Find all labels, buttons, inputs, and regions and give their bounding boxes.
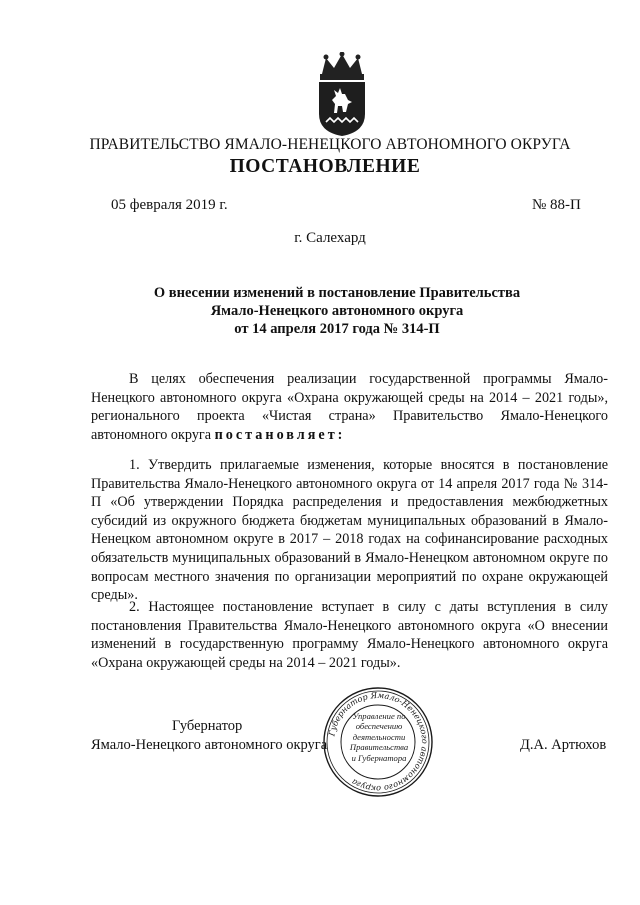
stamp-inner-line-1: Управление по (352, 711, 406, 721)
subject-line-2: Ямало-Ненецкого автономного округа (210, 303, 464, 319)
document-number: № 88-П (532, 197, 581, 213)
coat-of-arms-icon (314, 52, 370, 138)
stamp-inner-line-2: обеспечению (355, 721, 403, 732)
signatory-title: Губернатор (172, 718, 243, 734)
stamp-inner-line-3: деятельности (352, 731, 406, 742)
resolution-item-2: 2. Настоящее постановление вступает в силу с даты вступления в силу постановления Правительства Ямало-Ненецкого автономного округа «О внесении изменений в государственную программу Ямало-Ненецкого автономного округа «Охрана окружающей среды на 2014 – 2021 годы». (91, 599, 608, 671)
subject-line-1: О внесении изменений в постановление Правительства (153, 285, 521, 301)
document-city: г. Салехард (294, 230, 366, 246)
stamp-inner-text (343, 711, 415, 763)
document-type-heading: ПОСТАНОВЛЕНИЕ (229, 156, 421, 177)
stamp-inner-line-5: и Губернатора (351, 752, 407, 763)
stamp-inner-line-4: Правительства (349, 742, 409, 753)
signatory-name: Д.А. Артюхов (520, 737, 607, 753)
government-title: ПРАВИТЕЛЬСТВО ЯМАЛО-НЕНЕЦКОГО АВТОНОМНОГО ОКРУГА (89, 136, 571, 153)
stamp-ring-text: Губернатор Ямало-Ненецкого автономного округа (326, 689, 431, 795)
document-subject (60, 284, 614, 338)
resolution-item-1: 1. Утвердить прилагаемые изменения, которые вносятся в постановление Правительства Ямало-Ненецкого автономного округа от 14 апреля 2017 года № 314-П «Об утверждении Порядка распределения и предоставления межбюджетных субсидий из окружного бюджета бюджетам муниципальных образований в Ямало-Ненецком автономном округе в 2017 – 2018 годах на софинансирование расходных обязательств муниципальных образований в Ямало-Ненецком автономном округе по вопросам местного значения по организации мероприятий по охране окружающей среды». (91, 457, 608, 604)
resolves-word: постановляет: (214, 426, 346, 443)
signatory-region: Ямало-Ненецкого автономного округа (91, 737, 328, 753)
intro-paragraph (91, 370, 608, 444)
subject-line-3: от 14 апреля 2017 года № 314-П (234, 321, 440, 337)
document-date: 05 февраля 2019 г. (111, 197, 228, 213)
intro-text: В целях обеспечения реализации государственной программы Ямало-Ненецкого автономного округа «Охрана окружающей среды на 2014 – 2021 годы», регионального проекта «Чистая страна» Правительство Ямало-Ненецкого автономного округа (91, 371, 608, 443)
